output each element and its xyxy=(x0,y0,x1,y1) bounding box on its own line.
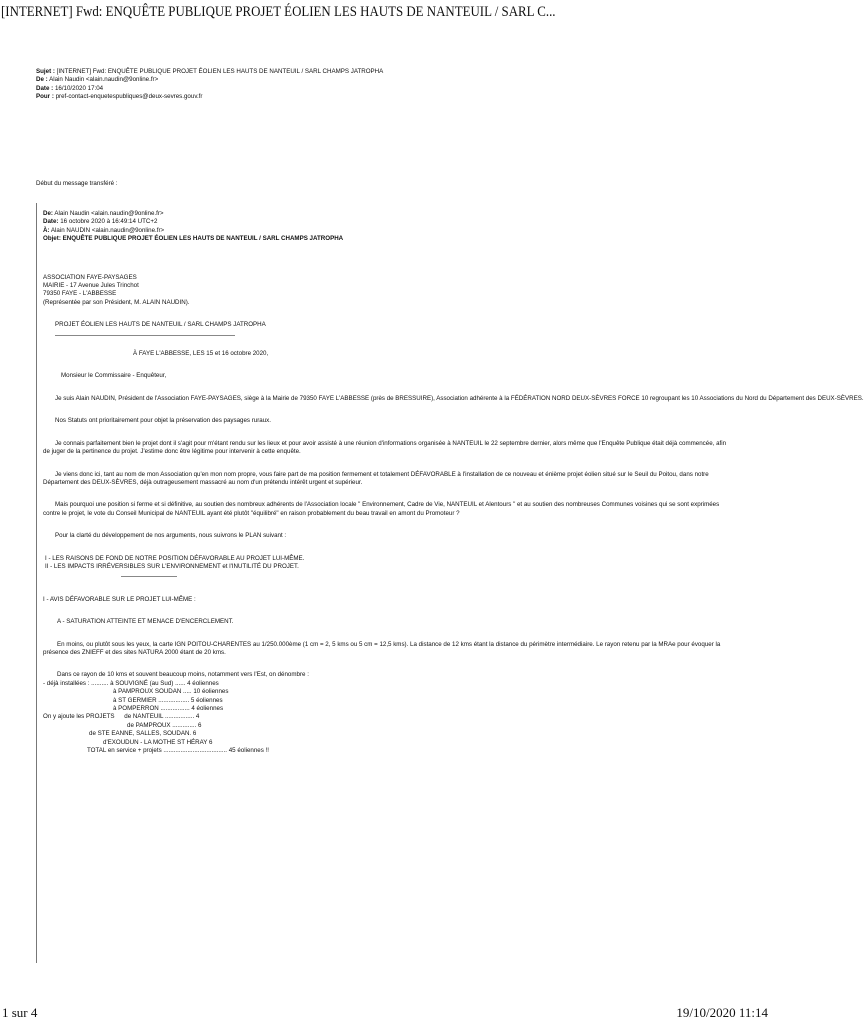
assoc-name: ASSOCIATION FAYE-PAYSAGES xyxy=(43,273,137,281)
assoc-address-1: MAIRIE - 17 Avenue Jules Trinchot xyxy=(43,282,139,290)
forward-intro: Début du message transféré : xyxy=(36,180,118,187)
fwd-from[interactable]: Alain Naudin <alain.naudin@9online.fr> xyxy=(54,210,164,217)
place-date: À FAYE L'ABBESSE, LES 15 et 16 octobre 2020, xyxy=(133,350,269,358)
plan-item-ii: II - LES IMPACTS IRRÉVERSIBLES SUR L'ENVIRONNEMENT et l'INUTILITÉ DU PROJET. xyxy=(45,562,299,570)
list-item: à ST GERMIER .................. 5 éoliennes xyxy=(113,696,223,704)
plan-item-i: I - LES RAISONS DE FOND DE NOTRE POSITION DÉFAVORABLE AU PROJET LUI-MÊME. xyxy=(45,554,305,562)
paragraph-6: Pour la clarté du développement de nos arguments, nous suivrons le PLAN suivant : xyxy=(55,532,287,540)
section-i-title: I - AVIS DÉFAVORABLE SUR LE PROJET LUI-MÊME : xyxy=(43,595,196,603)
total-line: TOTAL en service + projets ..................................... 45 éoliennes !! xyxy=(87,747,269,755)
list-item: d'EXOUDUN - LA MOTHE ST HÉRAY 6 xyxy=(103,738,213,746)
list-item: à POMPERRON ................. 4 éoliennes xyxy=(113,705,224,712)
paragraph-8: Dans ce rayon de 10 kms et souvent beaucoup moins, notamment vers l'Est, on dénombre : xyxy=(57,671,309,679)
paragraph-3: Je connais parfaitement bien le projet dont il s'agit pour m'étant rendu sur les lieux et pour avoir assisté à une réunion d'informations organisée à NANTEUIL le 22 septembre dernier, alors même que l'Enquête Publique était déjà commencée, afin de juger de la pertinence du projet. J'estime donc être légitime pour intervenir à cette enquête. xyxy=(43,439,727,456)
list-item: de STE EANNE, SALLES, SOUDAN. 6 xyxy=(89,730,197,738)
print-timestamp: 19/10/2020 11:14 xyxy=(676,1005,768,1020)
subject-value: [INTERNET] Fwd: ENQUÊTE PUBLIQUE PROJET ÉOLIEN LES HAUTS DE NANTEUIL / SARL CHAMPS JATROPHA xyxy=(56,68,384,75)
from-value[interactable]: Alain Naudin <alain.naudin@9online.fr> xyxy=(49,76,159,84)
page-number: 1 sur 4 xyxy=(2,1005,38,1020)
separator-line xyxy=(43,332,758,340)
date-label: Date : xyxy=(36,84,54,92)
paragraph-1: Je suis Alain NAUDIN, Président de l'Association FAYE-PAYSAGES, siège à la Mairie de 79350 FAYE L'ABBESSE (près de BRESSUIRE), Association adhérente à la FÉDÉRATION NORD DEUX-SÈVRES FORCE 10 regroupant les 10 Associations du Nord du Département des DEUX-SÈVRES. xyxy=(55,394,864,402)
salutation: Monsieur le Commissaire - Enquêteur, xyxy=(61,372,167,380)
project-line: PROJET ÉOLIEN LES HAUTS DE NANTEUIL / SARL CHAMPS JATROPHA xyxy=(55,321,266,329)
section-a-title: A - SATURATION ATTEINTE ET MENACE D'ENCERCLEMENT. xyxy=(57,618,234,626)
subject-label: Sujet : xyxy=(36,68,55,75)
assoc-address-2: 79350 FAYE - L'ABBESSE xyxy=(43,290,117,298)
fwd-to[interactable]: Alain NAUDIN <alain.naudin@9online.fr> xyxy=(50,226,165,234)
installed-list xyxy=(43,680,758,756)
paragraph-4: Je viens donc ici, tant au nom de mon Association qu'en mon nom propre, vous faire part de ma position fermement et totalement DÉFAVORABLE à l'installation de ce nouveau et énième projet éolien situé sur le Seuil du Poitou, dans notre Département des DEUX-SÈVRES, déjà outrageusement massacré au nom d'un prétendu intérêt urgent et supérieur. xyxy=(43,470,709,486)
forwarded-message xyxy=(36,203,864,963)
list-lead: - déjà installées : xyxy=(43,679,90,687)
paragraph-2: Nos Statuts ont prioritairement pour objet la préservation des paysages ruraux. xyxy=(55,417,271,425)
fwd-from-line: De: Alain Naudin <alain.naudin@9online.fr> xyxy=(43,210,164,217)
page-title: [INTERNET] Fwd: ENQUÊTE PUBLIQUE PROJET ÉOLIEN LES HAUTS DE NANTEUIL / SARL C... xyxy=(1,4,556,20)
fwd-subject: ENQUÊTE PUBLIQUE PROJET ÉOLIEN LES HAUTS DE NANTEUIL / SARL CHAMPS JATROPHA xyxy=(62,235,344,243)
list-item: de PAMPROUX .............. 6 xyxy=(127,721,202,729)
email-header xyxy=(36,68,383,102)
fwd-subject-line: Objet: ENQUÊTE PUBLIQUE PROJET ÉOLIEN LES HAUTS DE NANTEUIL / SARL CHAMPS JATROPHA xyxy=(43,235,344,243)
separator-short xyxy=(43,573,758,581)
date-value: 16/10/2020 17:04 xyxy=(54,84,104,92)
to-value[interactable]: pref-contact-enquetespubliques@deux-sevres.gouv.fr xyxy=(55,93,203,101)
projects-lead: On y ajoute les PROJETS xyxy=(43,713,115,721)
fwd-date-line: Date: 16 octobre 2020 à 16:49:14 UTC+2 xyxy=(43,218,158,226)
assoc-representative: (Représentée par son Président, M. ALAIN NAUDIN). xyxy=(43,298,190,306)
fwd-date: 16 octobre 2020 à 16:49:14 UTC+2 xyxy=(60,218,158,226)
list-item: de NANTEUIL ................. 4 xyxy=(124,713,200,721)
paragraph-5: Mais pourquoi une position si ferme et si définitive, au soutien des nombreux adhérents de l'Association locale " Environnement, Cadre de Vie, NANTEUIL et Alentours " et au soutien des nombreuses Communes voisines qui se sont exprimées contre le projet, le vote du Conseil Municipal de NANTEUIL ayant été plutôt "équilibré" en raison probablement du beau travail en amont du Promoteur ? xyxy=(43,501,720,517)
list-item: .......... à SOUVIGNÉ (au Sud) ...... 4 éoliennes xyxy=(91,679,219,687)
to-label: Pour : xyxy=(36,93,54,101)
from-label: De : xyxy=(36,76,48,84)
list-item: à PAMPROUX SOUDAN ..... 10 éoliennes xyxy=(113,688,229,696)
paragraph-7: En moins, ou plutôt sous les yeux, la carte IGN POITOU-CHARENTES au 1/250.000ème (1 cm = 2, 5 kms ou 5 cm = 12,5 kms). La distance de 12 kms étant la distance du périmètre intermédiaire. Le rayon retenu par la MRAe pour évoquer la présence des ZNIEFF et des sites NATURA 2000 étant de 20 kms. xyxy=(43,640,721,656)
fwd-to-line: À: Alain NAUDIN <alain.naudin@9online.fr> xyxy=(43,226,165,234)
